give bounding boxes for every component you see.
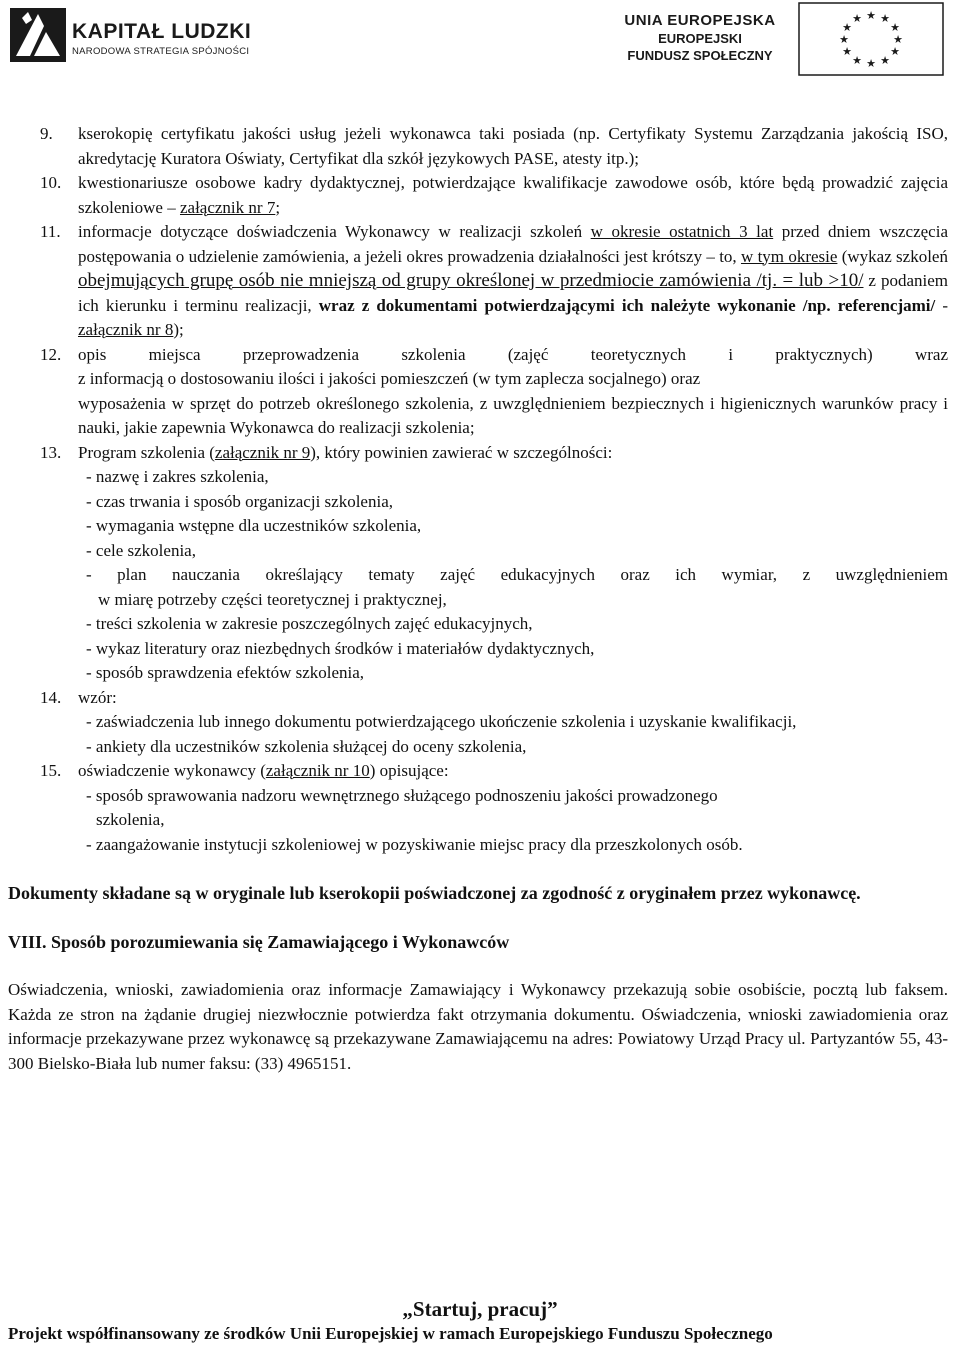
attachment-link: załącznik nr 9	[214, 442, 311, 462]
item-text: opis miejsca przeprowadzenia szkolenia (zajęć teoretycznych i praktycznych) wraz	[78, 344, 948, 364]
item-text: kwestionariusze osobowe kadry dydaktycznej, potwierdzające kwalifikacje zawodowe osób, które będą prowadzić zajęcia szkoleniowe –	[78, 173, 948, 217]
item-text: informacje dotyczące doświadczenia Wykonawcy w realizacji szkoleń	[78, 222, 591, 241]
svg-text:★: ★	[893, 33, 903, 46]
sub-item-continuation: w miarę potrzeby części teoretycznej i praktycznej,	[98, 589, 447, 609]
attachment-link: załącznik nr 8	[78, 320, 174, 339]
eu-line-2: EUROPEJSKI	[658, 31, 742, 46]
sub-item: - nazwę i zakres szkolenia,	[86, 467, 269, 486]
attachment-link: załącznik nr 7	[179, 197, 276, 217]
sub-item: - ankiety dla uczestników szkolenia służącej do oceny szkolenia,	[86, 736, 527, 756]
sub-item: - treści szkolenia w zakresie poszczególnych zajęć edukacyjnych,	[86, 614, 533, 633]
eu-line-1: UNIA EUROPEJSKA	[624, 12, 776, 29]
list-item-10	[0, 171, 960, 220]
list-item-12	[0, 343, 960, 441]
svg-text:★: ★	[890, 45, 900, 58]
item-number: 14.	[40, 687, 62, 707]
footer-motto: „Startuj, pracuj”	[402, 1297, 558, 1321]
svg-text:★: ★	[852, 12, 862, 25]
sub-item: - czas trwania i sposób organizacji szkolenia,	[86, 491, 393, 511]
item-number: 9.	[40, 124, 53, 143]
item-text: (wykaz szkoleń	[837, 246, 948, 266]
kapital-ludzki-subtitle: NARODOWA STRATEGIA SPÓJNOŚCI	[72, 46, 250, 57]
item-number: 10.	[40, 173, 62, 192]
sub-item: - zaświadczenia lub innego dokumentu potwierdzającego ukończenie szkolenia i uzyskanie kwalifikacji,	[86, 712, 797, 731]
page-footer	[0, 1296, 960, 1346]
item-text: );	[173, 320, 184, 339]
item-text: Program szkolenia (	[78, 442, 215, 462]
eu-fund-label	[620, 12, 780, 64]
list-item-13	[0, 441, 960, 466]
item-text: wzór:	[78, 687, 117, 707]
svg-text:★: ★	[852, 54, 862, 67]
kapital-ludzki-title: KAPITAŁ LUDZKI	[72, 20, 252, 43]
section-heading: VIII. Sposób porozumiewania się Zamawiającego i Wykonawców	[8, 931, 510, 952]
item-number: 15.	[40, 761, 62, 780]
attachment-link: załącznik nr 10	[265, 761, 370, 780]
svg-text:★: ★	[866, 9, 876, 22]
sub-item: - sposób sprawdzenia efektów szkolenia,	[86, 663, 365, 682]
list-item-14	[0, 686, 960, 711]
item-number: 11.	[40, 222, 61, 241]
sub-item: - wykaz literatury oraz niezbędnych środków i materiałów dydaktycznych,	[86, 638, 595, 658]
eu-line-3: FUNDUSZ SPOŁECZNY	[627, 48, 773, 63]
page-header	[0, 0, 960, 80]
item-text: ) opisujące:	[369, 761, 449, 780]
svg-text:★: ★	[842, 21, 852, 34]
item-text: z podaniem ich kierunku i terminu realizacji,	[78, 271, 948, 315]
sub-item: - sposób sprawowania nadzoru wewnętrznego służącego podnoszeniu jakości prowadzonego	[86, 785, 718, 805]
underlined-text: obejmujących grupę osób nie mniejszą od grupy określonej w przedmiocie zamówienia /tj. = lub >10/	[78, 270, 864, 291]
eu-flag-logo	[798, 2, 944, 76]
sub-item: - zaangażowanie instytucji szkoleniowej w pozyskiwanie miejsc pracy dla przeszkolonych osób.	[86, 834, 743, 854]
item-number: 12.	[40, 344, 62, 364]
bold-text: wraz z dokumentami potwierdzającymi ich należyte wykonanie /np. referencjami/	[318, 295, 936, 315]
item-text: wyposażenia w sprzęt do potrzeb określonego szkolenia, z uwzględnieniem bezpiecznych i higienicznych warunków pracy i nauki, jakie zapewnia Wykonawca do realizacji szkolenia;	[78, 393, 948, 437]
item-text: przed dniem wszczęcia postępowania o udzielenie zamówienia, a jeżeli okres prowadzenia działalności jest krótszy – to,	[78, 222, 948, 266]
underlined-text: w okresie ostatnich 3 lat	[590, 222, 774, 241]
item-text: kserokopię certyfikatu jakości usług jeżeli wykonawca taki posiada (np. Certyfikaty Systemu Zarządzania jakością ISO, akredytację Kuratora Oświaty, Certyfikat dla szkół językowych PASE, atesty itp.);	[78, 124, 948, 168]
sub-item: - plan nauczania określający tematy zajęć edukacyjnych oraz ich wymiar, z uwzględnieniem	[86, 565, 948, 584]
svg-text:★: ★	[890, 21, 900, 34]
documents-notice: Dokumenty składane są w oryginale lub kserokopii poświadczonej za zgodność z oryginałem przez wykonawcę.	[8, 883, 861, 903]
item-text: ), który powinien zawierać w szczególności:	[310, 442, 613, 462]
list-item-11	[0, 220, 960, 343]
sub-item: - cele szkolenia,	[86, 540, 196, 560]
list-item-15	[0, 759, 960, 784]
item-text-end: ;	[275, 197, 281, 217]
svg-text:★: ★	[839, 33, 849, 46]
svg-text:★: ★	[842, 45, 852, 58]
sub-item: - wymagania wstępne dla uczestników szkolenia,	[86, 516, 422, 535]
sub-item-continuation: szkolenia,	[96, 810, 165, 829]
underlined-text: w tym okresie	[740, 246, 838, 266]
svg-text:★: ★	[880, 12, 890, 25]
footer-funding-note: Projekt współfinansowany ze środków Unii Europejskiej w ramach Europejskiego Funduszu Społecznego	[8, 1324, 773, 1343]
item-text: oświadczenie wykonawcy (	[78, 761, 266, 780]
item-number: 13.	[40, 442, 62, 462]
item-text: -	[935, 295, 948, 315]
item-text: z informacją o dostosowaniu ilości i jakości pomieszczeń (w tym zaplecza socjalnego) oraz	[78, 369, 701, 388]
document-body	[0, 122, 960, 1076]
svg-text:★: ★	[866, 57, 876, 70]
section-paragraph: Oświadczenia, wnioski, zawiadomienia oraz informacje Zamawiający i Wykonawcy przekazują sobie osobiście, pocztą lub faksem. Każda ze stron na żądanie drugiej niezwłocznie potwierdza fakt otrzymania dokumentu. Oświadczenia, wnioski zawiadomienia oraz informacje przekazywane przez wykonawcę są przekazywane Zamawiającemu na adres: Powiatowy Urząd Pracy ul. Partyzantów 55, 43-300 Bielsko-Biała lub numer faksu: (33) 4965151.	[8, 980, 948, 1073]
svg-text:★: ★	[880, 54, 890, 67]
list-item-9	[0, 122, 960, 171]
